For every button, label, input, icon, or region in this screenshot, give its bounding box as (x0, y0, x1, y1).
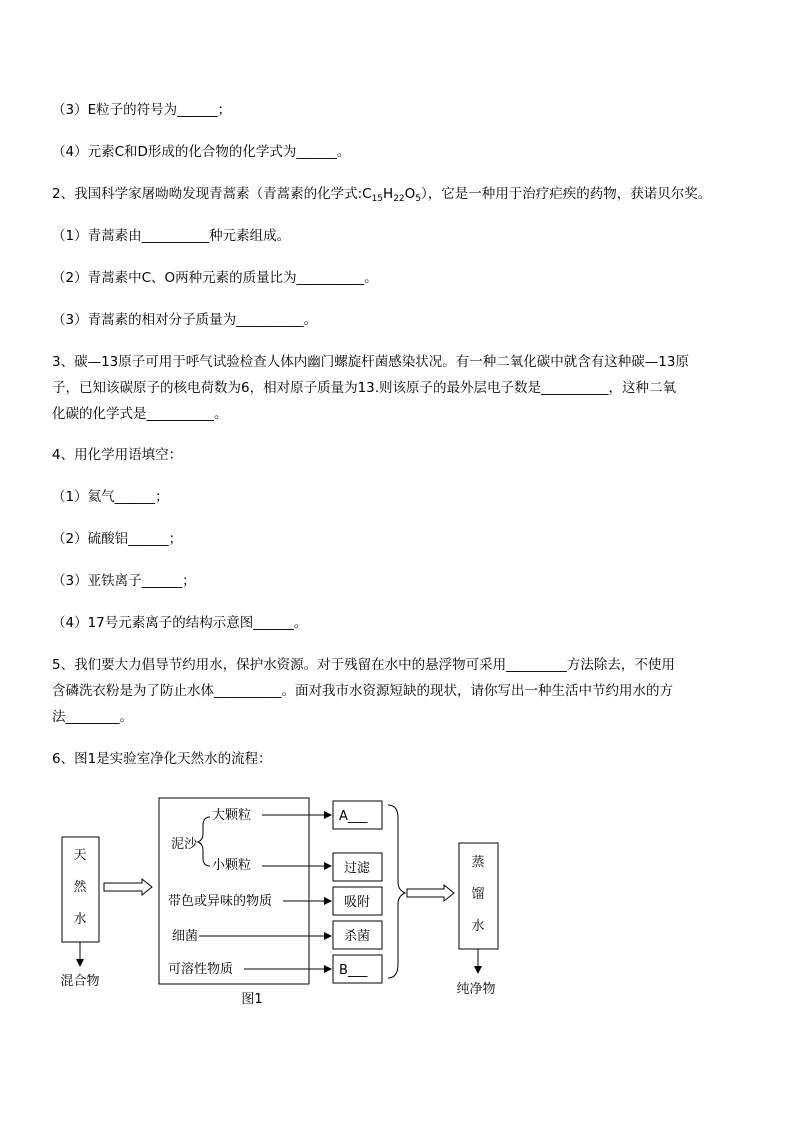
natural-water-char-1: 天 (73, 848, 87, 863)
pure-label: 纯净物 (456, 982, 496, 997)
box-a-label: A___ (339, 809, 368, 824)
question-2-text-pre: 2、我国科学家屠呦呦发现青蒿素（青蒿素的化学式:C (52, 186, 372, 202)
hollow-arrow-icon (104, 879, 152, 895)
sediment-label: 泥沙 (171, 837, 198, 852)
question-4-part-1: （1）氦气______； (52, 489, 169, 505)
formula-subscript-o: 5 (415, 194, 422, 204)
impurities-box (159, 798, 309, 984)
question-4-part-2: （2）硫酸铝______； (52, 531, 183, 547)
question-2-part-1: （1）青蒿素由__________种元素组成。 (52, 228, 291, 244)
large-particles-label: 大颗粒 (212, 808, 252, 823)
question-3-line-2: 子，已知该碳原子的核电荷数为6，相对原子质量为13.则该原子的最外层电子数是__________，这种二氧 (52, 380, 677, 396)
question-3-line-1: 3、碳—13原子可用于呼气试验检查人体内幽门螺旋杆菌感染状况。有一种二氧化碳中就含有这种碳—13原 (52, 354, 689, 370)
filter-label: 过滤 (343, 861, 371, 876)
question-2-part-3: （3）青蒿素的相对分子质量为__________。 (52, 312, 318, 328)
figure-caption: 图1 (241, 992, 263, 1007)
hollow-arrow-icon (407, 885, 454, 901)
sterilize-label: 杀菌 (343, 929, 371, 944)
question-4-part-3: （3）亚铁离子______； (52, 573, 196, 589)
question-1-part-4: （4）元素C和D形成的化合物的化学式为______。 (52, 144, 351, 160)
natural-water-char-2: 然 (73, 880, 87, 895)
question-5-line-2: 含磷洗衣粉是为了防止水体__________。面对我市水资源短缺的现状，请你写出一种生活中节约用水的方 (52, 683, 673, 699)
distilled-water-char-2: 馏 (471, 887, 485, 902)
formula-subscript-h: 22 (393, 194, 405, 204)
question-4-part-4: （4）17号元素离子的结构示意图______。 (52, 615, 308, 631)
natural-water-char-3: 水 (73, 912, 87, 927)
question-6-stem: 6、图1是实验室净化天然水的流程： (52, 751, 272, 767)
question-2-text-post: ），它是一种用于治疗疟疾的药物，获诺贝尔奖。 (421, 186, 712, 202)
right-brace (388, 805, 405, 978)
formula-o: O (404, 186, 416, 202)
box-b-label: B___ (339, 963, 368, 978)
soluble-label: 可溶性物质 (168, 962, 234, 977)
question-2-part-2: （2）青蒿素中C、O两种元素的质量比为__________。 (52, 270, 378, 286)
distilled-water-char-3: 水 (471, 919, 485, 934)
distilled-water-char-1: 蒸 (471, 855, 485, 870)
mixture-label: 混合物 (60, 974, 100, 989)
question-3-line-3: 化碳的化学式是__________。 (52, 406, 228, 422)
question-5-line-1: 5、我们要大力倡导节约用水，保护水资源。对于残留在水中的悬浮物可采用_________方法除去，不使用 (52, 657, 675, 673)
color-odor-label: 带色或异味的物质 (168, 894, 273, 909)
small-particles-label: 小颗粒 (212, 858, 252, 873)
adsorb-label: 吸附 (343, 895, 371, 910)
bacteria-label: 细菌 (172, 929, 199, 944)
formula-subscript-c: 15 (371, 194, 384, 204)
formula-h: H (383, 186, 394, 202)
question-5-line-3: 法________。 (52, 709, 133, 725)
sediment-brace (198, 817, 210, 866)
question-4-stem: 4、用化学用语填空： (52, 447, 183, 463)
question-1-part-3: （3）E粒子的符号为______； (52, 102, 232, 118)
